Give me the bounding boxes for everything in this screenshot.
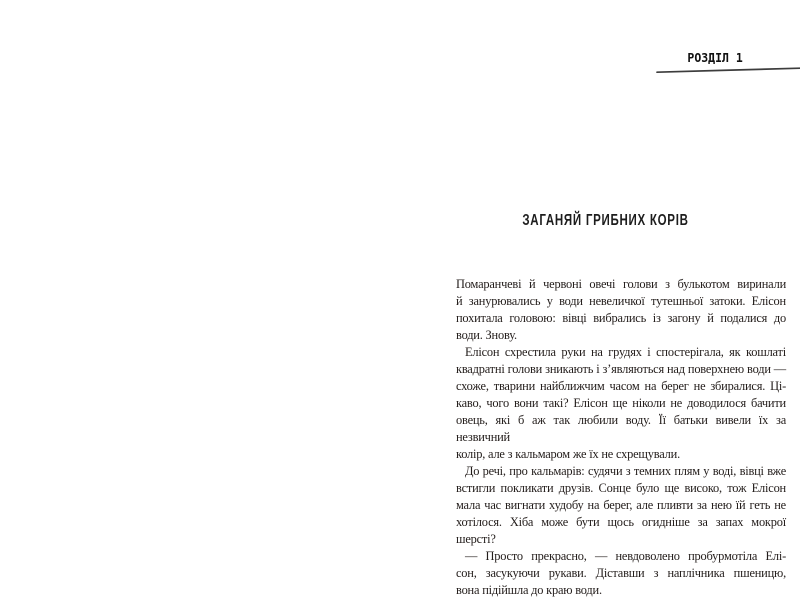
body-line: похитала головою: вівці вибрались із загону й подалися до	[456, 311, 786, 325]
paragraph	[456, 548, 786, 599]
body-line: мала час вигнати худобу на берег, але пливти за нею їй геть не	[456, 498, 786, 512]
body-line: й занурювались у води невеличкої тутешньої затоки. Елісон	[456, 294, 786, 308]
paragraph	[456, 344, 786, 463]
body-line: схоже, тварини найближчим часом на берег не збиралися. Ці-	[456, 379, 786, 393]
body-line: овець, які б аж так любили воду. Її батьки вивели їх за незвичний	[456, 413, 786, 444]
chapter-title	[456, 211, 754, 231]
paragraph	[456, 276, 786, 344]
paragraph	[456, 463, 786, 548]
chapter-body	[456, 276, 786, 599]
body-line: Помаранчеві й червоні овечі голови з булькотом виринали	[456, 277, 786, 291]
body-line: води. Знову.	[456, 328, 517, 342]
body-line: вона підійшла до краю води.	[456, 583, 602, 597]
body-line: сон, засукуючи рукави. Діставши з наплічника пшеницю,	[456, 566, 786, 580]
chapter-title-text: ЗАГАНЯЙ ГРИБНИХ КОРІВ	[521, 212, 689, 229]
body-line: хотілося. Хіба може бути щось огидніше за запах мокрої шерсті?	[456, 515, 786, 546]
body-line: — Просто прекрасно, — невдоволено пробурмотіла Елі-	[465, 549, 786, 563]
body-line: встигли покликати друзів. Сонце було ще високо, тож Елісон	[456, 481, 786, 495]
body-line: До речі, про кальмарів: судячи з темних плям у воді, вівці вже	[465, 464, 786, 478]
chapter-number-text: РОЗДІЛ 1	[687, 50, 743, 65]
body-line: Елісон схрестила руки на грудях і спостерігала, як кошлаті	[465, 345, 786, 359]
body-line: колір, але з кальмаром же їх не схрещували.	[456, 447, 680, 461]
body-line: квадратні голови зникають і з’являються над поверхнею води —	[456, 362, 786, 376]
chapter-rule-line	[650, 63, 800, 75]
body-line: каво, чого вони такі? Елісон ще ніколи не доводилося бачити	[456, 396, 786, 410]
